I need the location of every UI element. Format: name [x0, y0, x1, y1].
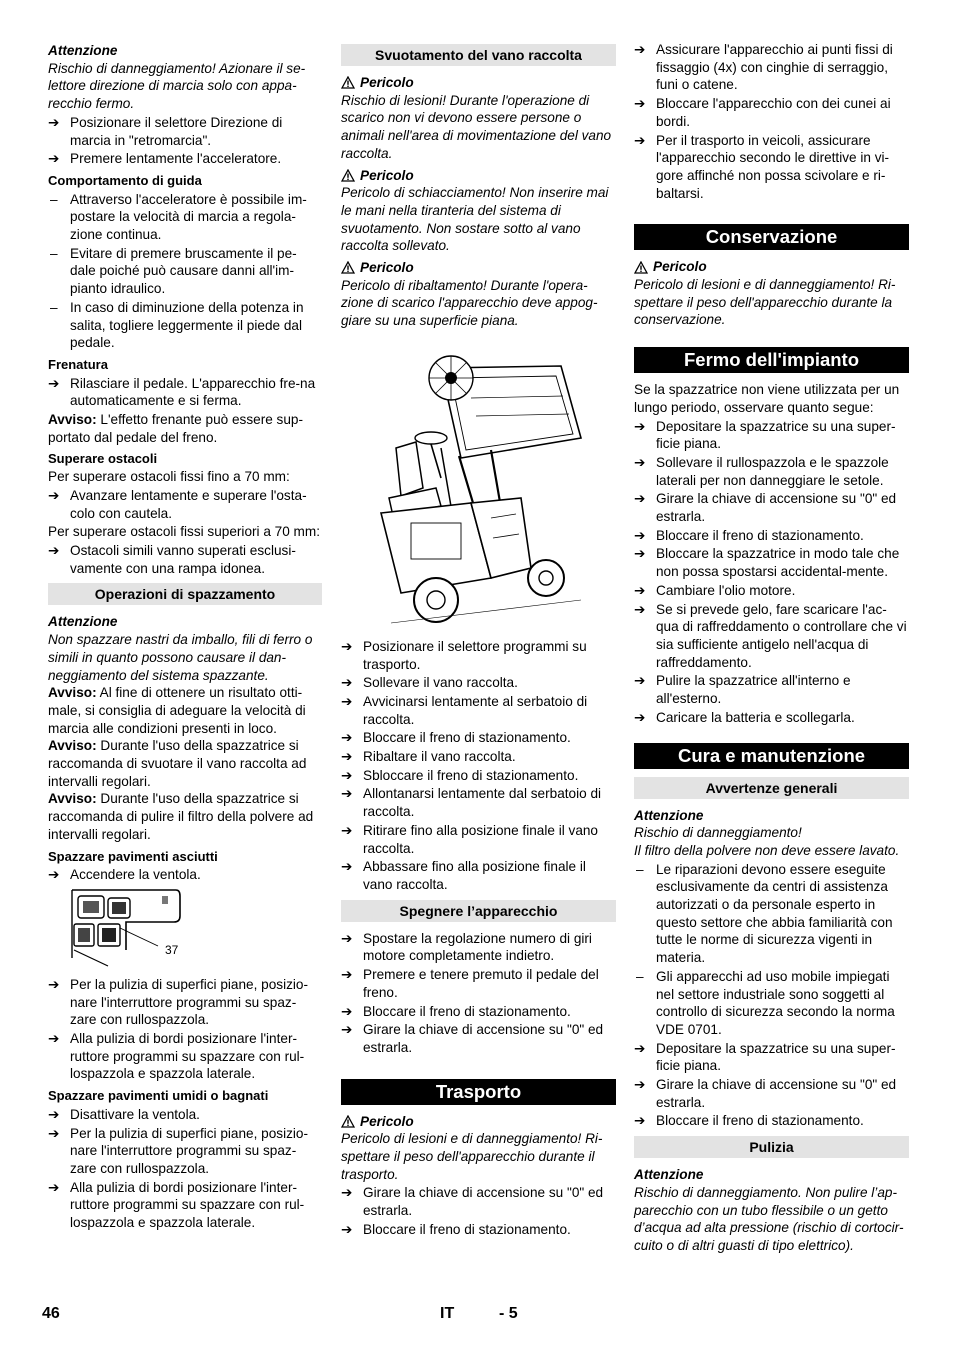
avviso-note: Avviso: Durante l'uso della spazzatrice si raccomanda di svuotare il vano raccolta ad intervalli regolari.: [48, 738, 307, 789]
section-heading-spazzamento: Operazioni di spazzamento: [48, 583, 322, 605]
arrow-icon: ➔: [48, 487, 60, 503]
step-item: ➔ Bloccare il freno di stazionamento.: [341, 1221, 571, 1237]
warning-triangle-icon: [341, 169, 355, 182]
arrow-icon: ➔: [48, 375, 60, 391]
subheading-umidi: Spazzare pavimenti umidi o bagnati: [48, 1088, 269, 1104]
figure-callout-label: 37: [165, 942, 179, 957]
step-item: ➔ Bloccare il freno di stazionamento.: [341, 1003, 571, 1019]
arrow-icon: ➔: [341, 859, 353, 875]
arrow-icon: ➔: [341, 675, 353, 691]
arrow-icon: ➔: [634, 527, 646, 543]
section-heading-pulizia: Pulizia: [634, 1136, 909, 1158]
arrow-icon: ➔: [341, 1221, 353, 1237]
attention-heading: Attenzione: [48, 614, 118, 630]
danger-text: Pericolo di lesioni e di danneggiamento! Ri-spettare il peso dell'apparecchio durante il trasporto.: [341, 1131, 603, 1182]
arrow-icon: ➔: [634, 42, 646, 57]
attention-text: Rischio di danneggiamento. Non pulire l’ap-parecchio con un tubo flessibile o un getto d’acqua ad alta pressione (rischio di cortocir-cuito o di altri guasti di tipo elettrico).: [634, 1184, 904, 1253]
step-item: ➔ Cambiare l'olio motore.: [634, 582, 796, 598]
dash-item: – Attraverso l'acceleratore è possibile im-postare la velocità di marcia a regola-zione continua.: [50, 191, 307, 243]
section-heading-avvertenze: Avvertenze generali: [634, 777, 909, 799]
step-item: ➔ Disattivare la ventola.: [48, 1106, 200, 1122]
step-item: ➔ Accendere la ventola.: [48, 867, 201, 883]
step-item: ➔ Alla pulizia di bordi posizionare l'inter-ruttore programmi su spazzare con rul-lospazzola e spazzola laterale.: [48, 1179, 305, 1231]
warning-triangle-icon: [341, 76, 355, 89]
step-item: ➔ Premere lentamente l'acceleratore.: [48, 151, 282, 167]
arrow-icon: ➔: [48, 542, 60, 558]
step-item: ➔ Bloccare il freno di stazionamento.: [634, 527, 864, 543]
danger-heading: Pericolo: [341, 74, 616, 92]
step-item: ➔ Bloccare la spazzatrice in modo tale che non possa spostarsi accidental-mente.: [634, 546, 900, 580]
danger-heading: Pericolo: [341, 167, 616, 185]
step-item: ➔ Depositare la spazzatrice su una super-ficie piana.: [634, 418, 896, 452]
attention-heading: Attenzione: [48, 43, 118, 58]
body-text: Se la spazzatrice non viene utilizzata per un lungo periodo, osservare quanto segue:: [634, 382, 900, 415]
avviso-note: Avviso: L'effetto frenante può essere sup-portato dal pedale del freno.: [48, 412, 304, 445]
warning-triangle-icon: [341, 1115, 355, 1128]
arrow-icon: ➔: [341, 930, 353, 946]
attention-heading: Attenzione: [634, 807, 704, 823]
step-item: ➔ Posizionare il selettore Direzione di marcia in "retromarcia".: [48, 114, 283, 148]
arrow-icon: ➔: [341, 693, 353, 709]
arrow-icon: ➔: [634, 1077, 646, 1093]
step-item: ➔ Bloccare il freno di stazionamento.: [341, 730, 571, 746]
danger-text: Pericolo di ribaltamento! Durante l'opera-zione di scarico l'apparecchio deve appog-giare su una superficie piana.: [341, 277, 598, 329]
step-item: ➔ Assicurare l'apparecchio ai punti fissi di fissaggio (4x) con cinghie di serraggio, funi o catene.: [634, 42, 893, 93]
step-item: ➔ Girare la chiave di accensione su "0" ed estrarla.: [341, 1185, 604, 1219]
arrow-icon: ➔: [48, 114, 60, 130]
attention-text: Non spazzare nastri da imballo, fili di ferro o simili in quanto possono causare il dan-neggiamento del sistema spazzante.: [48, 632, 313, 683]
step-item: ➔ Se si prevede gelo, fare scaricare l'ac-qua di raffreddamento o controllare che vi sia sufficiente antigelo nell'acqua di raffreddamento.: [634, 601, 907, 670]
arrow-icon: ➔: [634, 582, 646, 598]
step-item: ➔ Alla pulizia di bordi posizionare l'inter-ruttore programmi su spazzare con rul-lospazzola e spazzola laterale.: [48, 1031, 305, 1082]
attention-text: Rischio di danneggiamento!: [634, 825, 802, 841]
body-text: Per superare ostacoli fissi fino a 70 mm:: [48, 469, 290, 485]
subheading-frenatura: Frenatura: [48, 356, 108, 372]
chapter-heading-fermo: Fermo dell'impianto: [634, 347, 909, 373]
chapter-heading-cura: Cura e manutenzione: [634, 743, 909, 769]
danger-text: Pericolo di schiacciamento! Non inserire mai le mani nella tiranteria del sistema di svuotamento. Non sostare sotto al vano raccolta sollevato.: [341, 185, 609, 254]
dash-icon: –: [50, 299, 58, 315]
sweeper-dumping-figure: [341, 338, 616, 628]
dash-item: – Gli apparecchi ad uso mobile impiegati nel settore industriale sono soggetti al controllo di sicurezza secondo la norma VDE 0701.: [636, 968, 895, 1037]
step-item: ➔ Girare la chiave di accensione su "0" ed estrarla.: [634, 491, 897, 525]
step-item: ➔ Sollevare il vano raccolta.: [341, 675, 518, 691]
step-item: ➔ Sbloccare il freno di stazionamento.: [341, 767, 579, 783]
arrow-icon: ➔: [341, 749, 353, 765]
step-item: ➔ Rilasciare il pedale. L'apparecchio fre-na automaticamente e si ferma.: [48, 375, 316, 409]
step-item: ➔ Pulire la spazzatrice all'interno e all'esterno.: [634, 673, 851, 707]
avviso-note: Avviso: Durante l'uso della spazzatrice si raccomanda di pulire il filtro della polvere ad intervalli regolari.: [48, 791, 314, 842]
arrow-icon: ➔: [341, 1022, 353, 1038]
language-code: IT: [440, 1305, 455, 1322]
danger-heading: Pericolo: [341, 259, 616, 277]
subheading-asciutti: Spazzare pavimenti asciutti: [48, 848, 218, 864]
warning-triangle-icon: [634, 261, 648, 274]
arrow-icon: ➔: [341, 730, 353, 746]
arrow-icon: ➔: [634, 673, 646, 689]
arrow-icon: ➔: [634, 454, 646, 470]
step-item: ➔ Ostacoli simili vanno superati esclusi-vamente con una rampa idonea.: [48, 542, 296, 576]
step-item: ➔ Bloccare il freno di stazionamento.: [634, 1113, 864, 1129]
step-item: ➔ Spostare la regolazione numero di giri motore completamente indietro.: [341, 930, 592, 964]
danger-heading: Pericolo: [634, 258, 909, 276]
arrow-icon: ➔: [48, 1106, 60, 1122]
page-number: 46: [42, 1305, 60, 1322]
step-item: ➔ Premere e tenere premuto il pedale del freno.: [341, 967, 599, 1000]
section-heading-spegnere: Spegnere l’apparecchio: [341, 900, 616, 922]
arrow-icon: ➔: [634, 709, 646, 725]
dash-icon: –: [50, 245, 58, 261]
arrow-icon: ➔: [48, 151, 60, 167]
arrow-icon: ➔: [634, 132, 646, 148]
arrow-icon: ➔: [634, 96, 646, 112]
step-item: ➔ Caricare la batteria e scollegarla.: [634, 709, 855, 725]
arrow-icon: ➔: [634, 601, 646, 617]
arrow-icon: ➔: [341, 1185, 353, 1201]
section-heading-svuotamento: Svuotamento del vano raccolta: [341, 44, 616, 66]
sweeper-illustration: [341, 338, 616, 628]
column-right: [634, 40, 909, 1255]
arrow-icon: ➔: [634, 546, 646, 562]
subheading-guida: Comportamento di guida: [48, 172, 202, 188]
subheading-ostacoli: Superare ostacoli: [48, 451, 158, 467]
arrow-icon: ➔: [48, 1031, 60, 1047]
arrow-icon: ➔: [634, 418, 646, 434]
arrow-icon: ➔: [634, 491, 646, 507]
dash-icon: –: [636, 968, 644, 984]
dash-item: – In caso di diminuzione della potenza in salita, togliere leggermente il piede dal pedale.: [50, 299, 304, 351]
step-item: ➔ Avvicinarsi lentamente al serbatoio di raccolta.: [341, 693, 588, 727]
arrow-icon: ➔: [48, 867, 60, 883]
body-text: Per superare ostacoli fissi superiori a 70 mm:: [48, 524, 320, 540]
control-panel-figure: [48, 888, 298, 970]
dash-icon: –: [50, 191, 58, 207]
step-item: ➔ Avanzare lentamente e superare l'osta-colo con cautela.: [48, 487, 307, 521]
step-item: ➔ Per la pulizia di superfici piane, posizio-nare l'interruttore programmi su spaz-zare con rullospazzola.: [48, 976, 309, 1028]
step-item: ➔ Depositare la spazzatrice su una super-ficie piana.: [634, 1040, 896, 1074]
attention-text: Rischio di danneggiamento! Azionare il se-lettore direzione di marcia solo con appa-recchio fermo.: [48, 60, 306, 112]
arrow-icon: ➔: [341, 786, 353, 802]
step-item: ➔ Allontanarsi lentamente dal serbatoio di raccolta.: [341, 786, 602, 820]
danger-heading: Pericolo: [341, 1113, 616, 1131]
step-item: ➔ Sollevare il rullospazzola e le spazzole laterali per non danneggiare le setole.: [634, 454, 889, 488]
arrow-icon: ➔: [341, 1003, 353, 1019]
dash-icon: –: [636, 861, 644, 877]
step-item: ➔ Bloccare l'apparecchio con dei cunei ai bordi.: [634, 96, 891, 129]
step-item: ➔ Ribaltare il vano raccolta.: [341, 749, 516, 765]
arrow-icon: ➔: [341, 767, 353, 783]
step-item: ➔ Ritirare fino alla posizione finale il vano raccolta.: [341, 822, 598, 856]
step-item: ➔ Per il trasporto in veicoli, assicurare l'apparecchio secondo le direttive in vi-gore affinché non possa scivolare e ri-baltarsi.: [634, 132, 890, 201]
sub-page-number: - 5: [499, 1305, 518, 1322]
avviso-note: Avviso: Al fine di ottenere un risultato otti-male, si consiglia di adeguare la velocità di marcia alle condizioni presenti in loco.: [48, 685, 306, 736]
arrow-icon: ➔: [48, 1179, 60, 1195]
chapter-heading-trasporto: Trasporto: [341, 1079, 616, 1105]
step-item: ➔ Per la pulizia di superfici piane, posizio-nare l'interruttore programmi su spaz-zare con rullospazzola.: [48, 1125, 309, 1176]
step-item: ➔ Girare la chiave di accensione su "0" ed estrarla.: [634, 1077, 897, 1110]
dash-item: – Le riparazioni devono essere eseguite esclusivamente da centri di assistenza autorizzati o da personale esperto in questo settore che abbia familiarità con tutte le norme di sicurezza vigenti in materia.: [636, 861, 893, 966]
attention-text: Il filtro della polvere non deve essere lavato.: [634, 842, 900, 858]
step-item: ➔ Abbassare fino alla posizione finale il vano raccolta.: [341, 859, 586, 892]
chapter-heading-conservazione: Conservazione: [634, 224, 909, 250]
arrow-icon: ➔: [634, 1113, 646, 1129]
arrow-icon: ➔: [341, 638, 353, 654]
warning-triangle-icon: [341, 261, 355, 274]
arrow-icon: ➔: [48, 976, 60, 992]
danger-text: Rischio di lesioni! Durante l'operazione di scarico non vi devono essere persone o animali nell'area di movimentazione del vano raccolta.: [341, 92, 612, 161]
step-item: ➔ Girare la chiave di accensione su "0" ed estrarla.: [341, 1022, 604, 1055]
step-item: ➔ Posizionare il selettore programmi su trasporto.: [341, 638, 587, 672]
danger-text: Pericolo di lesioni e di danneggiamento! Ri-spettare il peso dell'apparecchio durante la conservazione.: [634, 277, 896, 328]
arrow-icon: ➔: [634, 1040, 646, 1056]
arrow-icon: ➔: [341, 822, 353, 838]
arrow-icon: ➔: [48, 1125, 60, 1141]
attention-heading: Attenzione: [634, 1167, 704, 1183]
arrow-icon: ➔: [341, 967, 353, 983]
dash-item: – Evitare di premere bruscamente il pe-dale poiché può causare danni all'im-pianto idraulico.: [50, 245, 297, 297]
column-middle: [341, 40, 616, 1240]
column-left: [48, 40, 322, 1233]
